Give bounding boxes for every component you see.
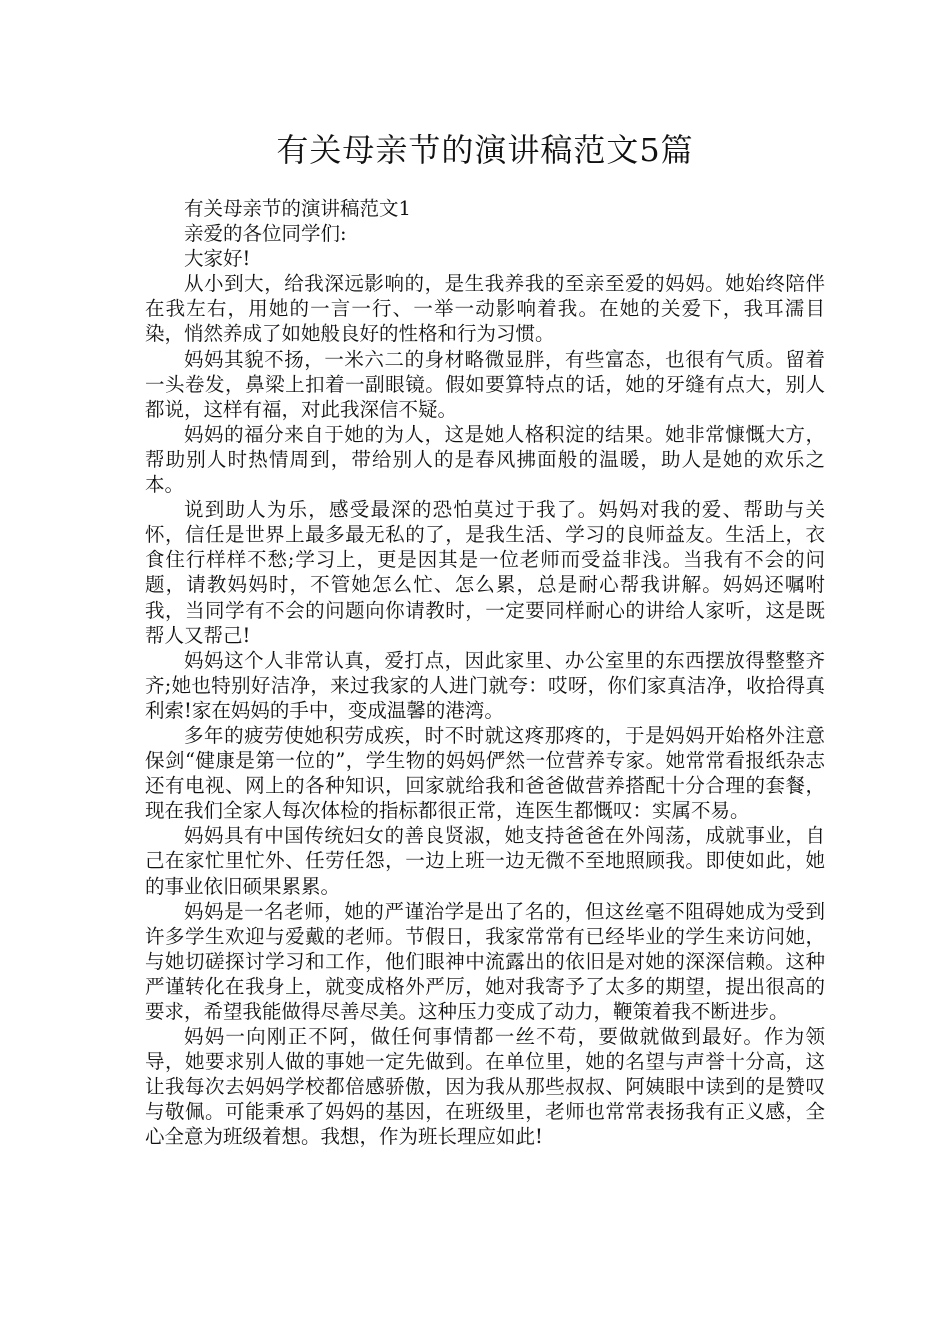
document-page [145,128,825,1150]
paragraph: 妈妈的福分来自于她的为人，这是她人格积淀的结果。她非常慷慨大方，帮助别人时热情周到，带给别人的是春风拂面般的温暖，助人是她的欢乐之本。 [145,422,825,497]
paragraph: 妈妈其貌不扬，一米六二的身材略微显胖，有些富态，也很有气质。留着一头卷发，鼻梁上扣着一副眼镜。假如要算特点的话，她的牙缝有点大，别人都说，这样有福，对此我深信不疑。 [145,347,825,421]
paragraph: 妈妈具有中国传统妇女的善良贤淑，她支持爸爸在外闯荡，成就事业，自己在家忙里忙外、任劳任怨，一边上班一边无微不至地照顾我。即使如此，她的事业依旧硕果累累。 [145,824,825,898]
salutation: 亲爱的各位同学们: [184,222,347,246]
document-body [145,196,825,1150]
greeting: 大家好! [184,247,251,271]
paragraph: 从小到大，给我深远影响的，是生我养我的至亲至爱的妈妈。她始终陪伴在我左右，用她的一言一行、一举一动影响着我。在她的关爱下，我耳濡目染，悄然养成了如她般良好的性格和行为习惯。 [145,272,825,346]
section-subtitle: 有关母亲节的演讲稿范文1 [184,197,411,220]
document-title: 有关母亲节的演讲稿范文5篇 [276,131,694,169]
paragraph: 多年的疲劳使她积劳成疾，时不时就这疼那疼的，于是妈妈开始格外注意保剑“健康是第一位的”，学生物的妈妈俨然一位营养专家。她常常看报纸杂志还有电视、网上的各种知识，回家就给我和爸爸做营养搭配十分合理的套餐，现在我们全家人每次体检的指标都很正常，连医生都慨叹：实属不易。 [145,723,825,823]
paragraph: 妈妈是一名老师，她的严谨治学是出了名的，但这丝毫不阻碍她成为受到许多学生欢迎与爱戴的老师。节假日，我家常常有已经毕业的学生来访问她，与她切磋探讨学习和工作，他们眼神中流露出的依旧是对她的深深信赖。这种严谨转化在我身上，就变成格外严厉，她对我寄予了太多的期望，提出很高的要求，希望我能做得尽善尽美。这种压力变成了动力，鞭策着我不断进步。 [145,899,825,1023]
paragraph: 说到助人为乐，感受最深的恐怕莫过于我了。妈妈对我的爱、帮助与关怀，信任是世界上最多最无私的了，是我生活、学习的良师益友。生活上，衣食住行样样不愁;学习上，更是因其是一位老师而受益非浅。当我有不会的问题，请教妈妈时，不管她怎么忙、怎么累，总是耐心帮我讲解。妈妈还嘱咐我，当同学有不会的问题向你请教时，一定要同样耐心的讲给人家听，这是既帮人又帮己! [145,498,825,647]
paragraph: 妈妈这个人非常认真，爱打点，因此家里、办公室里的东西摆放得整整齐齐;她也特别好洁净，来过我家的人进门就夸：哎呀，你们家真洁净，收拾得真利索!家在妈妈的手中，变成温馨的港湾。 [145,648,825,722]
paragraph: 妈妈一向刚正不阿，做任何事情都一丝不苟，要做就做到最好。作为领导，她要求别人做的事她一定先做到。在单位里，她的名望与声誉十分高，这让我每次去妈妈学校都倍感骄傲，因为我从那些叔叔、阿姨眼中读到的是赞叹与敬佩。可能秉承了妈妈的基因，在班级里，老师也常常表扬我有正义感，全心全意为班级着想。我想，作为班长理应如此! [145,1025,825,1149]
